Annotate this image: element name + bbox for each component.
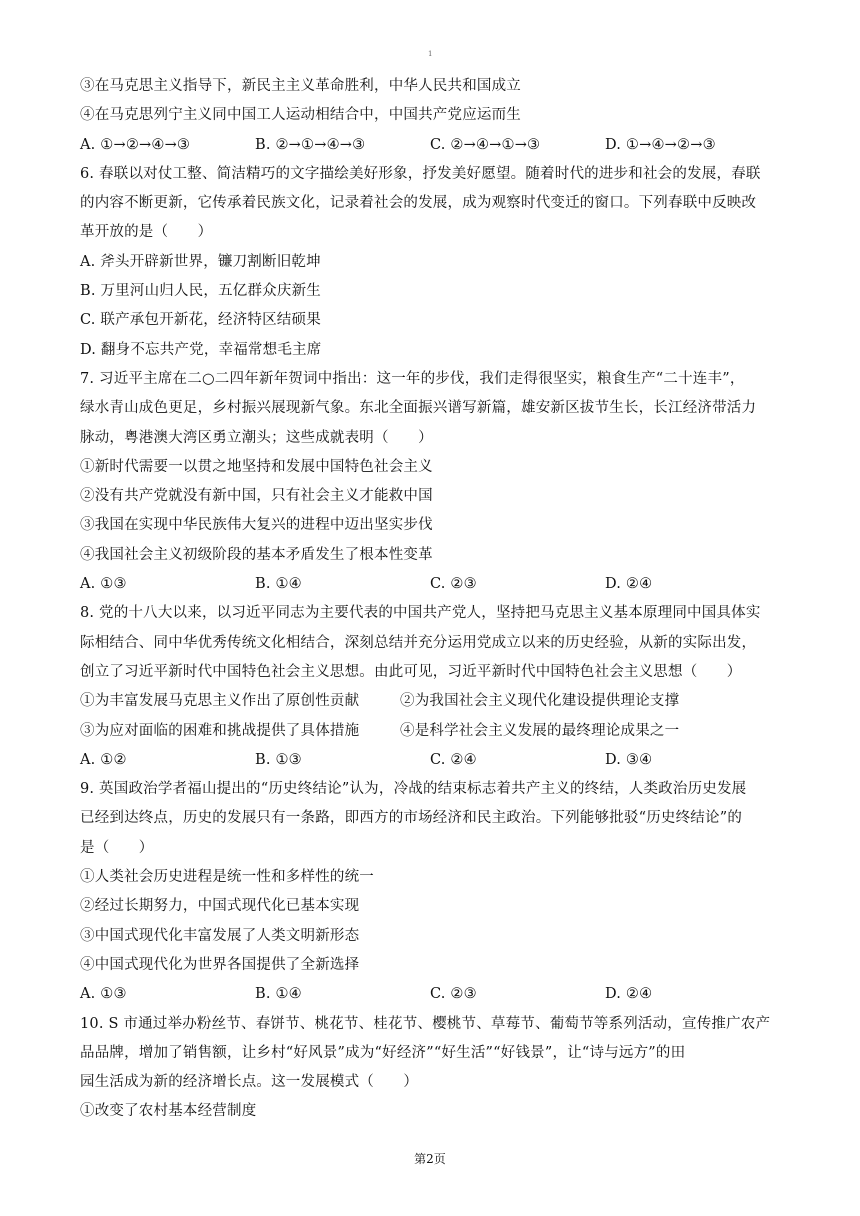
option-d: D. ②④ xyxy=(605,576,653,593)
q7-item-4: ④我国社会主义初级阶段的基本矛盾发生了根本性变革 xyxy=(80,546,433,563)
q10-stem-line: 10. S 市通过举办粉丝节、春饼节、桃花节、桂花节、樱桃节、草莓节、葡萄节等系列活动，宣传推广农产 xyxy=(80,1015,771,1032)
q9-item-2: ②经过长期努力，中国式现代化已基本实现 xyxy=(80,898,360,915)
q9-stem-line: 9. 英国政治学者福山提出的“历史终结论”认为，冷战的结束标志着共产主义的终结，人类政治历史发展 xyxy=(80,781,747,798)
q10-item-1: ①改变了农村基本经营制度 xyxy=(80,1103,257,1120)
option-d: D. ①→④→②→③ xyxy=(605,136,716,153)
option-a: A. ①② xyxy=(80,751,127,768)
q9-item-1: ①人类社会历史进程是统一性和多样性的统一 xyxy=(80,869,374,886)
option-a: A. ①③ xyxy=(80,986,127,1003)
option-c: C. ②→④→①→③ xyxy=(430,136,541,153)
q7-item-3: ③我国在实现中华民族伟大复兴的进程中迈出坚实步伐 xyxy=(80,517,433,534)
q8-options xyxy=(80,746,780,775)
option-c: C. ②③ xyxy=(430,986,477,1003)
page-number: 第2页 xyxy=(414,1152,446,1166)
q6-stem-line: 6. 春联以对仗工整、简洁精巧的文字描绘美好形象，抒发美好愿望。随着时代的进步和社会的发展，春联 xyxy=(80,165,761,182)
option-d: D. ③④ xyxy=(605,751,653,768)
option-d: D. ②④ xyxy=(605,986,653,1003)
page-top-mark: 1 xyxy=(428,50,433,58)
q8-item-3: ③为应对面临的困难和挑战提供了具体措施 xyxy=(80,722,360,739)
option-b: B. ①④ xyxy=(255,576,302,593)
q6-choice-d: D. 翻身不忘共产党，幸福常想毛主席 xyxy=(80,341,322,358)
option-a: A. ①→②→④→③ xyxy=(80,136,191,153)
q8-items-row-1 xyxy=(80,687,780,716)
q6-choice-c: C. 联产承包开新花，经济特区结硕果 xyxy=(80,312,321,329)
q7-stem-line: 绿水青山成色更足，乡村振兴展现新气象。东北全面振兴谱写新篇，雄安新区拔节生长，长江经济带活力 xyxy=(80,400,757,417)
q7-stem-line: 7. 习近平主席在二○二四年新年贺词中指出：这一年的步伐，我们走得很坚实，粮食生产“二十连丰”， xyxy=(80,370,745,387)
q8-item-4: ④是科学社会主义发展的最终理论成果之一 xyxy=(400,722,680,739)
q8-items-row-2 xyxy=(80,717,780,746)
q7-options xyxy=(80,570,780,599)
q10-stem-line: 品品牌，增加了销售额，让乡村“好风景”成为“好经济”“好生活”“好钱景”，让“诗与远方”的田 xyxy=(80,1044,686,1061)
carry-options xyxy=(80,131,780,160)
q6-stem-line: 革开放的是（ ） xyxy=(80,224,213,241)
option-c: C. ②④ xyxy=(430,751,477,768)
option-b: B. ②→①→④→③ xyxy=(255,136,366,153)
option-b: B. ①④ xyxy=(255,986,302,1003)
q8-stem-line: 际相结合、同中华优秀传统文化相结合，深刻总结并充分运用党成立以来的历史经验，从新的实际出发， xyxy=(80,634,757,651)
q7-stem-line: 脉动，粤港澳大湾区勇立潮头；这些成就表明（ ） xyxy=(80,429,433,446)
carry-item-3: ③在马克思主义指导下，新民主主义革命胜利，中华人民共和国成立 xyxy=(80,78,521,94)
q10-stem-line: 园生活成为新的经济增长点。这一发展模式（ ） xyxy=(80,1074,419,1091)
option-b: B. ①③ xyxy=(255,751,302,768)
q7-item-2: ②没有共产党就没有新中国，只有社会主义才能救中国 xyxy=(80,488,433,505)
exam-content xyxy=(80,72,780,1127)
q9-options xyxy=(80,980,780,1009)
q6-choice-b: B. 万里河山归人民，五亿群众庆新生 xyxy=(80,283,321,300)
q8-stem-line: 8. 党的十八大以来，以习近平同志为主要代表的中国共产党人，坚持把马克思主义基本原理同中国具体实 xyxy=(80,605,761,622)
q9-item-3: ③中国式现代化丰富发展了人类文明新形态 xyxy=(80,927,360,944)
q8-stem-line: 创立了习近平新时代中国特色社会主义思想。由此可见，习近平新时代中国特色社会主义思想（ ） xyxy=(80,663,742,680)
option-c: C. ②③ xyxy=(430,576,477,593)
q9-stem-line: 已经到达终点，历史的发展只有一条路，即西方的市场经济和民主政治。下列能够批驳“历史终结论”的 xyxy=(80,810,743,827)
q6-choice-a: A. 斧头开辟新世界，镰刀割断旧乾坤 xyxy=(80,253,321,270)
option-a: A. ①③ xyxy=(80,576,127,593)
carry-item-4: ④在马克思列宁主义同中国工人运动相结合中，中国共产党应运而生 xyxy=(80,107,521,124)
q8-item-1: ①为丰富发展马克思主义作出了原创性贡献 xyxy=(80,693,360,710)
q7-item-1: ①新时代需要一以贯之地坚持和发展中国特色社会主义 xyxy=(80,458,433,475)
q9-item-4: ④中国式现代化为世界各国提供了全新选择 xyxy=(80,956,360,973)
q9-stem-line: 是（ ） xyxy=(80,839,154,856)
q8-item-2: ②为我国社会主义现代化建设提供理论支撑 xyxy=(400,693,680,710)
q6-stem-line: 的内容不断更新，它传承着民族文化，记录着社会的发展，成为观察时代变迁的窗口。下列春联中反映改 xyxy=(80,195,757,212)
